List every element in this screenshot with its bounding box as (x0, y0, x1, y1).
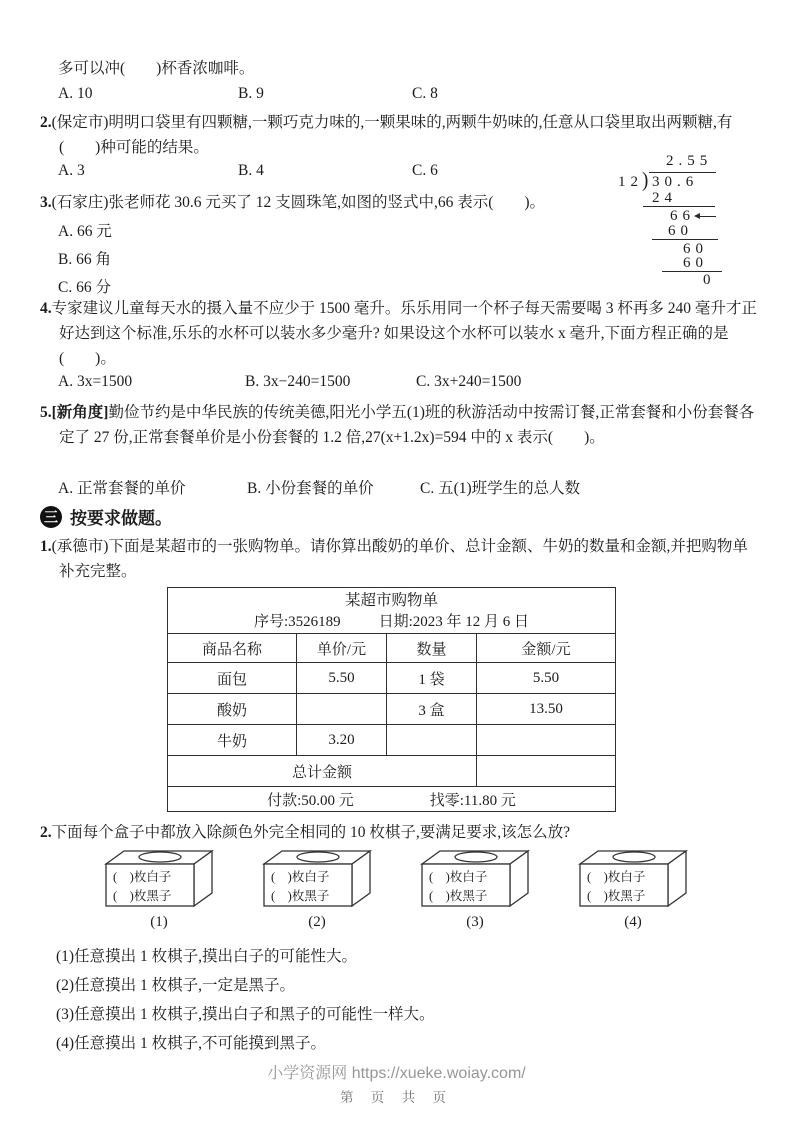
receipt-payment-cell (168, 787, 616, 812)
footer-page-text: 第 页 共 页 (339, 1090, 454, 1105)
division-vinculum (649, 172, 716, 173)
sub-item-1: (1)任意摸出 1 枚棋子,摸出白子的可能性大。 (56, 948, 357, 965)
chess-box-graphic (416, 848, 534, 910)
box-black-count: ( )枚黑子 (271, 889, 330, 903)
receipt-row-milk (168, 725, 616, 756)
receipt-title: 某超市购物单 (344, 592, 438, 609)
receipt-header-qty: 数量 (387, 634, 477, 663)
question-1-text: 多可以冲( )杯香浓咖啡。 (58, 60, 255, 77)
receipt-cell: 3.20 (297, 725, 387, 756)
chess-box-graphic (100, 848, 218, 910)
slot-ellipse-icon (297, 852, 339, 862)
division-rule (643, 206, 715, 207)
box-white-count: ( )枚白子 (429, 870, 488, 884)
slot-ellipse-icon (139, 852, 181, 862)
option-b: B. 9 (238, 85, 264, 102)
division-rule (652, 239, 718, 240)
question-3-text: (石家庄)张老师花 30.6 元买了 12 支圆珠笔,如图的竖式中,66 表示( )。 (51, 194, 546, 211)
question-5-options (40, 476, 760, 498)
receipt-cell: 1 袋 (387, 663, 477, 694)
receipt-cell-blank (387, 725, 477, 756)
receipt-total-label: 总计金额 (168, 756, 477, 787)
box-white-count: ( )枚白子 (271, 870, 330, 884)
division-work-row: 24 (652, 190, 677, 206)
division-quotient: 2.55 (666, 153, 713, 169)
option-a: A. 66 元 (58, 223, 112, 240)
question-3-number: 3. (40, 194, 52, 211)
box-label: (4) (624, 914, 642, 930)
receipt-cell: 牛奶 (168, 725, 297, 756)
receipt-header-price: 单价/元 (297, 634, 387, 663)
receipt-change: 找零:11.80 元 (429, 792, 516, 809)
division-work-row: 60 (668, 223, 693, 239)
question-5 (40, 400, 758, 450)
division-bracket: ) (642, 168, 649, 193)
box-black-count: ( )枚黑子 (429, 889, 488, 903)
section-question-2-text: 下面每个盒子中都放入除颜色外完全相同的 10 枚棋子,要满足要求,该怎么放? (51, 824, 571, 841)
receipt-cell: 酸奶 (168, 694, 297, 725)
option-c: C. 五(1)班学生的总人数 (420, 480, 581, 497)
division-dividend: 30.6 (652, 174, 699, 190)
division-divisor: 12 (618, 174, 643, 190)
section-three-icon: 三 (40, 506, 62, 528)
box-black-count: ( )枚黑子 (587, 889, 646, 903)
receipt-table (167, 587, 616, 812)
box-label: (3) (466, 914, 484, 930)
question-1-options (40, 85, 760, 107)
question-4-number: 4. (40, 300, 52, 317)
option-a: A. 正常套餐的单价 (58, 480, 186, 497)
option-b: B. 4 (238, 162, 264, 179)
footer-site-text: 小学资源网 https://xueke.woiay.com/ (267, 1065, 526, 1082)
receipt-cell-blank (297, 694, 387, 725)
division-remainder: 0 (703, 272, 716, 288)
receipt-total-value-blank (477, 756, 616, 787)
receipt-date: 日期:2023 年 12 月 6 日 (378, 614, 530, 630)
box-label: (2) (308, 914, 326, 930)
chess-box-graphic (258, 848, 376, 910)
section-question-1-text: (承德市)下面是某超市的一张购物单。请你算出酸奶的单价、总计金额、牛奶的数量和金额,并把购物单补充完整。 (51, 538, 748, 580)
chess-box-2 (258, 848, 376, 931)
receipt-header-amount: 金额/元 (477, 634, 616, 663)
section-question-2-number: 2. (40, 824, 52, 841)
division-work-row: 60 (683, 255, 708, 271)
receipt-cell: 面包 (168, 663, 297, 694)
option-b: B. 66 角 (58, 251, 111, 268)
arrow-left-icon (696, 216, 716, 217)
long-division-figure (612, 150, 793, 290)
slot-ellipse-icon (455, 852, 497, 862)
chess-box-graphic (574, 848, 692, 910)
section-question-1-number: 1. (40, 538, 52, 555)
receipt-cell: 5.50 (477, 663, 616, 694)
sub-item-4: (4)任意摸出 1 枚棋子,不可能摸到黑子。 (56, 1035, 326, 1052)
receipt-title-row (168, 588, 616, 634)
chess-box-1 (100, 848, 218, 931)
receipt-cell: 13.50 (477, 694, 616, 725)
receipt-header-row (168, 634, 616, 663)
receipt-cell-blank (477, 725, 616, 756)
option-a: A. 10 (58, 85, 93, 102)
question-1-tail (58, 56, 254, 78)
option-b: B. 小份套餐的单价 (247, 480, 374, 497)
receipt-title-cell (168, 588, 616, 634)
question-5-tag: [新角度] (51, 404, 109, 421)
receipt-cell: 5.50 (297, 663, 387, 694)
box-white-count: ( )枚白子 (587, 870, 646, 884)
option-c: C. 8 (412, 85, 438, 102)
option-a: A. 3 (58, 162, 85, 179)
box-white-count: ( )枚白子 (113, 870, 172, 884)
receipt-total-row (168, 756, 616, 787)
box-label: (1) (150, 914, 168, 930)
option-c: C. 6 (412, 162, 438, 179)
sub-item-3: (3)任意摸出 1 枚棋子,摸出白子和黑子的可能性一样大。 (56, 1006, 435, 1023)
question-4-options (40, 373, 760, 395)
option-b: B. 3x−240=1500 (245, 373, 351, 390)
question-4-text: 专家建议儿童每天水的摄入量不应少于 1500 毫升。乐乐用同一个杯子每天需要喝 3 杯再多 240 毫升才正好达到这个标准,乐乐的水杯可以装水多少毫升? 如果设这个水杯可以装水 x 毫升,下面方程正确的是( )。 (51, 300, 757, 367)
receipt-payment: 付款:50.00 元 (267, 792, 354, 809)
option-a: A. 3x=1500 (58, 373, 133, 390)
sub-item-2: (2)任意摸出 1 枚棋子,一定是黑子。 (56, 977, 295, 994)
question-4 (40, 296, 758, 371)
section-question-1 (40, 534, 758, 584)
question-2-number: 2. (40, 114, 52, 131)
receipt-row-bread (168, 663, 616, 694)
question-2-text: (保定市)明明口袋里有四颗糖,一颗巧克力味的,一颗果味的,两颗牛奶味的,任意从口袋里取出两颗糖,有( )种可能的结果。 (51, 114, 733, 156)
division-work-row: 66 (670, 208, 695, 224)
section-title: 按要求做题。 (70, 509, 172, 528)
receipt-cell: 3 盒 (387, 694, 477, 725)
slot-ellipse-icon (613, 852, 655, 862)
receipt-header-name: 商品名称 (168, 634, 297, 663)
chess-box-3 (416, 848, 534, 931)
question-5-text: 勤俭节约是中华民族的传统美德,阳光小学五(1)班的秋游活动中按需订餐,正常套餐和小份套餐各定了 27 份,正常套餐单价是小份套餐的 1.2 倍,27(x+1.2x)=594 中的 x 表示( )。 (59, 404, 755, 446)
option-c: C. 66 分 (58, 279, 111, 296)
section-header (40, 504, 172, 529)
receipt-row-yogurt (168, 694, 616, 725)
receipt-serial: 序号:3526189 (253, 614, 341, 630)
chess-box-4 (574, 848, 692, 931)
question-5-number: 5. (40, 404, 52, 421)
section-question-2 (40, 820, 758, 845)
receipt-meta (168, 613, 615, 632)
receipt-payment-row (168, 787, 616, 812)
box-black-count: ( )枚黑子 (113, 889, 172, 903)
option-c: C. 3x+240=1500 (416, 373, 522, 390)
division-work-row: 60 (683, 241, 708, 257)
